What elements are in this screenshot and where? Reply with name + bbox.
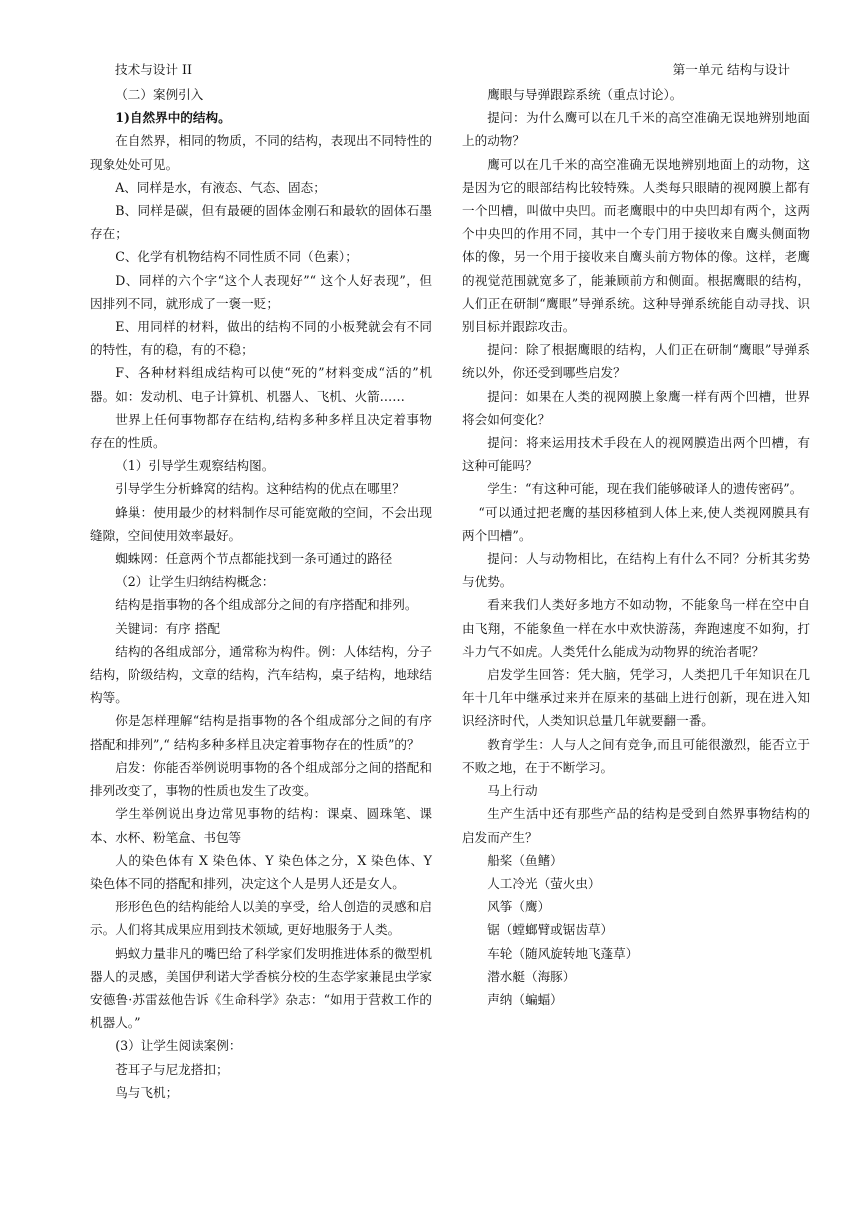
paragraph: 鸟与飞机；	[115, 1084, 179, 1100]
paragraph: 风筝（鹰）	[487, 899, 551, 915]
paragraph: 提问：为什么鹰可以在几千米的高空准确无误地辨别地面上的动物？	[462, 110, 810, 149]
paragraph: 蜂巢：使用最少的材料制作尽可能宽敞的空间，不会出现缝隙，空间使用效率最好。	[90, 504, 432, 543]
left-column	[90, 83, 432, 1104]
paragraph: 人的染色体有 X 染色体、Y 染色体之分，X 染色体、Y 染色体不同的搭配和排列，决定这个人是男人还是女人。	[90, 852, 432, 891]
paragraph: （2）让学生归纳结构概念：	[115, 574, 275, 590]
paragraph: 潜水艇（海豚）	[487, 968, 576, 984]
paragraph: 1)自然界中的结构。	[115, 110, 231, 126]
paragraph: 提问：人与动物相比，在结构上有什么不同？分析其劣势与优势。	[462, 551, 810, 590]
paragraph: 鹰可以在几千米的高空准确无误地辨别地面上的动物，这是因为它的眼部结构比较特殊。人类每只眼睛的视网膜上都有一个凹槽，叫做中央凹。而老鹰眼中的中央凹却有两个，这两个中央凹的作用不同，其中一个专门用于接收来自鹰头侧面物体的像，另一个用于接收来自鹰头前方物体的像。这样，老鹰的视觉范围就宽多了，能兼顾前方和侧面。根据鹰眼的结构，人们正在研制“鹰眼”导弹系统。这种导弹系统能自动寻找、识别目标并跟踪攻击。	[462, 156, 810, 335]
paragraph: 提问：除了根据鹰眼的结构，人们正在研制“鹰眼”导弹系统以外，你还受到哪些启发？	[462, 342, 810, 381]
paragraph: 在自然界，相同的物质，不同的结构，表现出不同特性的现象处处可见。	[90, 133, 432, 172]
header-right: 第一单元 结构与设计	[672, 62, 790, 77]
paragraph: 结构的各组成部分，通常称为构件。例：人体结构，分子结构，阶级结构，文章的结构，汽车结构，桌子结构，地球结构等。	[90, 643, 432, 706]
right-column	[462, 83, 810, 1011]
paragraph: 结构是指事物的各个组成部分之间的有序搭配和排列。	[115, 597, 418, 613]
paragraph: 锯（螳螂臂或锯齿草）	[487, 922, 614, 938]
paragraph: 启发：你能否举例说明事物的各个组成部分之间的搭配和排列改变了，事物的性质也发生了改变。	[90, 759, 432, 799]
paragraph: 鹰眼与导弹跟踪系统（重点讨论）。	[487, 87, 683, 102]
paragraph: 生产生活中还有那些产品的结构是受到自然界事物结构的启发而产生？	[462, 806, 810, 845]
paragraph: 教育学生：人与人之间有竞争,而且可能很激烈，能否立于不败之地，在于不断学习。	[462, 736, 810, 775]
paragraph: 提问：如果在人类的视网膜上象鹰一样有两个凹槽，世界将会如何变化？	[462, 388, 810, 427]
paragraph: 船桨（鱼鳍）	[487, 852, 563, 868]
paragraph: 引导学生分析蜂窝的结构。这种结构的优点在哪里？	[115, 481, 405, 497]
paragraph: C、化学有机物结构不同性质不同（色素）；	[115, 249, 358, 265]
paragraph: 人工冷光（萤火虫）	[487, 875, 601, 891]
paragraph: 世界上任何事物都存在结构,结构多种多样且决定着事物存在的性质。	[90, 411, 432, 451]
paragraph: 马上行动	[487, 783, 538, 799]
paragraph: 学生举例说出身边常见事物的结构：课桌、圆珠笔、课本、水杯、粉笔盒、书包等	[90, 806, 432, 845]
paragraph: 提问：将来运用技术手段在人的视网膜造出两个凹槽，有这种可能吗？	[462, 435, 810, 474]
paragraph: 蜘蛛网：任意两个节点都能找到一条可通过的路径	[115, 551, 393, 567]
paragraph: B、同样是碳，但有最硬的固体金刚石和最软的固体石墨存在；	[90, 203, 432, 242]
paragraph: 声纳（蝙蝠）	[487, 991, 563, 1007]
paragraph: 形形色色的结构能给人以美的享受，给人创造的灵感和启示。人们将其成果应用到技术领域, 更好地服务于人类。	[90, 899, 432, 938]
paragraph: 蚂蚁力量非凡的嘴巴给了科学家们发明推进体系的微型机器人的灵感，美国伊利诺大学香槟分校的生态学家兼昆虫学家安德鲁·苏雷兹他告诉《生命科学》杂志：“如用于营救工作的机器人。”	[90, 945, 432, 1031]
paragraph: 启发学生回答：凭大脑，凭学习，人类把几千年知识在几年十几年中继承过来并在原来的基础上进行创新，现在进入知识经济时代，人类知识总量几年就要翻一番。	[462, 667, 810, 729]
paragraph: D、同样的六个字“这个人表现好”“ 这个人好表现”，但因排列不同，就形成了一褒一贬；	[90, 272, 432, 311]
paragraph: F、各种材料组成结构可以使“死的”材料变成“活的”机器。如：发动机、电子计算机、机器人、飞机、火箭……	[90, 365, 432, 404]
paragraph: （二）案例引入	[115, 87, 204, 102]
paragraph: “可以通过把老鹰的基因移植到人体上来,使人类视网膜具有两个凹槽”。	[462, 504, 810, 543]
paragraph: 车轮（随风旋转地飞蓬草）	[487, 945, 639, 961]
paragraph: E、用同样的材料，做出的结构不同的小板凳就会有不同的特性，有的稳，有的不稳；	[90, 319, 432, 358]
header-left: 技术与设计 II	[115, 62, 192, 77]
paragraph: 你是怎样理解“结构是指事物的各个组成部分之间的有序搭配和排列”,“ 结构多种多样且决定着事物存在的性质”的？	[90, 713, 432, 752]
paragraph: 关键词：有序 搭配	[115, 620, 220, 636]
paragraph: （1）引导学生观察结构图。	[115, 458, 275, 474]
paragraph: 看来我们人类好多地方不如动物，不能象鸟一样在空中自由飞翔，不能象鱼一样在水中欢快游荡，奔跑速度不如狗，打斗力气不如虎。人类凭什么能成为动物界的统治者呢？	[462, 597, 810, 659]
paragraph: 学生：“有这种可能，现在我们能够破译人的遗传密码”。	[487, 481, 803, 497]
paragraph: A、同样是水，有液态、气态、固态；	[115, 179, 326, 195]
paragraph: 苍耳子与尼龙搭扣；	[115, 1061, 229, 1077]
paragraph: (3）让学生阅读案例：	[115, 1038, 242, 1054]
